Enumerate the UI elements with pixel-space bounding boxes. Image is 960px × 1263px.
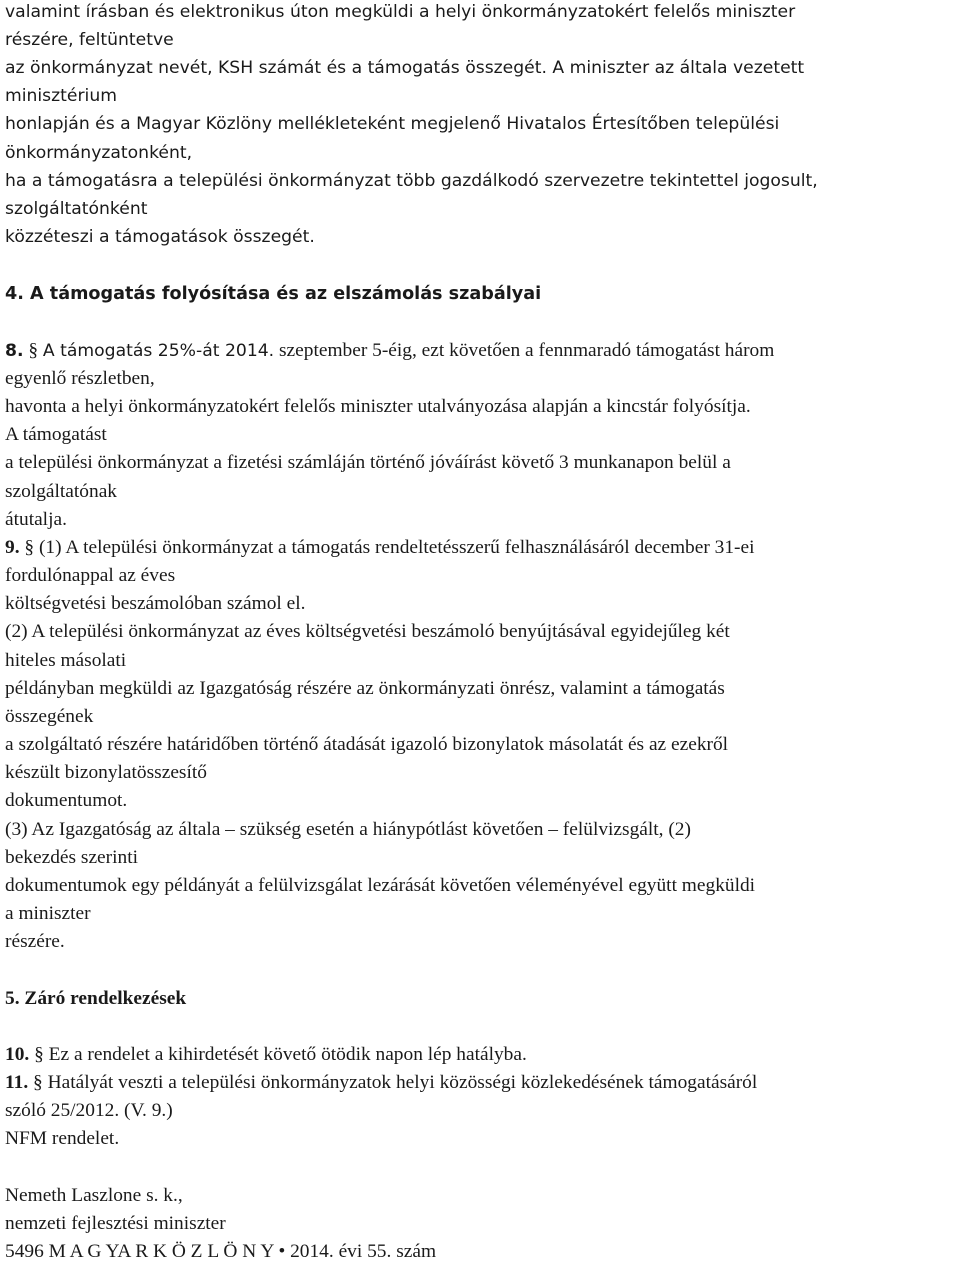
text-line: dokumentumok egy példányát a felülvizsgálat lezárását követően véleményével együtt megküldi xyxy=(5,875,756,896)
paragraph-text: A támogatás 25%-át 2014. xyxy=(42,341,275,361)
section-heading: 4. A támogatás folyósítása és az elszámolás szabályai xyxy=(5,284,542,304)
text-line: az önkormányzat nevét, KSH számát és a támogatás összegét. A miniszter az általa vezetett xyxy=(5,58,805,78)
text-line: egyenlő részletben, xyxy=(5,368,155,389)
text-line: A támogatást xyxy=(5,424,107,445)
section-heading: 5. Záró rendelkezések xyxy=(5,988,187,1009)
text-line: önkormányzatonként, xyxy=(5,143,193,163)
text-line: ha a támogatásra a települési önkormányzat több gazdálkodó szervezetre tekintettel jogosult, xyxy=(5,171,818,191)
text-line: fordulónappal az éves xyxy=(5,565,176,586)
section-sign: § xyxy=(24,537,35,558)
paragraph-text: Hatályát veszti a települési önkormányzatok helyi közösségi közlekedésének támogatásáról xyxy=(47,1072,758,1093)
text-line: költségvetési beszámolóban számol el. xyxy=(5,593,306,614)
text-line: (3) Az Igazgatóság az általa – szükség esetén a hiánypótlást követően – felülvizsgált, (2) xyxy=(5,819,691,840)
paragraph-8-first-line xyxy=(5,341,774,360)
paragraph-number: 11. xyxy=(5,1072,29,1093)
text-line: részére, feltüntetve xyxy=(5,30,174,50)
text-line: minisztérium xyxy=(5,86,117,106)
paragraph-text: szeptember 5-éig, ezt követően a fennmaradó támogatást három xyxy=(274,340,775,361)
text-line: készült bizonylatösszesítő xyxy=(5,762,207,783)
text-line: (2) A települési önkormányzat az éves költségvetési beszámoló benyújtásával egyidejűleg két xyxy=(5,621,730,642)
section-sign: § xyxy=(33,1072,43,1093)
paragraph-11-first-line xyxy=(5,1073,757,1092)
text-line: példányban megküldi az Igazgatóság részére az önkormányzati önrész, valamint a támogatás xyxy=(5,678,725,699)
text-line: a szolgáltató részére határidőben történő átadását igazoló bizonylatok másolatát és az ezekről xyxy=(5,734,729,755)
text-line: összegének xyxy=(5,706,94,727)
paragraph-9-first-line xyxy=(5,538,755,557)
paragraph-text: (1) A települési önkormányzat a támogatás rendeltetésszerű felhasználásáról december 31-ei xyxy=(38,537,755,558)
text-line: bekezdés szerinti xyxy=(5,847,138,868)
section-sign: § xyxy=(28,340,39,361)
text-line: NFM rendelet. xyxy=(5,1128,120,1149)
paragraph-number: 10. xyxy=(5,1044,30,1065)
text-line: havonta a helyi önkormányzatokért felelős miniszter utalványozása alapján a kincstár folyósítja. xyxy=(5,396,751,417)
section-sign: § xyxy=(34,1044,44,1065)
text-line: szolgáltatónként xyxy=(5,199,148,219)
text-line: honlapján és a Magyar Közlöny mellékleteként megjelenő Hivatalos Értesítőben települési xyxy=(5,114,780,134)
paragraph-10 xyxy=(5,1045,527,1064)
signature-name: Nemeth Laszlone s. k., xyxy=(5,1185,183,1206)
text-line: szolgáltatónak xyxy=(5,481,117,502)
page-footer: 5496 M A G YA R K Ö Z L Ö N Y • 2014. évi 55. szám xyxy=(5,1241,437,1262)
text-line: a miniszter xyxy=(5,903,91,924)
text-line: szóló 25/2012. (V. 9.) xyxy=(5,1100,173,1121)
text-line: részére. xyxy=(5,931,65,952)
text-line: a települési önkormányzat a fizetési számláján történő jóváírást követő 3 munkanapon belül a xyxy=(5,452,731,473)
text-line: dokumentumot. xyxy=(5,790,128,811)
paragraph-text: Ez a rendelet a kihirdetését követő ötödik napon lép hatályba. xyxy=(48,1044,527,1065)
text-line: közzéteszi a támogatások összegét. xyxy=(5,227,315,247)
text-line: hiteles másolati xyxy=(5,650,127,671)
text-line: valamint írásban és elektronikus úton megküldi a helyi önkormányzatokért felelős miniszter xyxy=(5,2,796,22)
paragraph-number: 9. xyxy=(5,537,20,558)
signature-title: nemzeti fejlesztési miniszter xyxy=(5,1213,226,1234)
text-line: átutalja. xyxy=(5,509,67,530)
paragraph-number: 8. xyxy=(5,341,24,361)
